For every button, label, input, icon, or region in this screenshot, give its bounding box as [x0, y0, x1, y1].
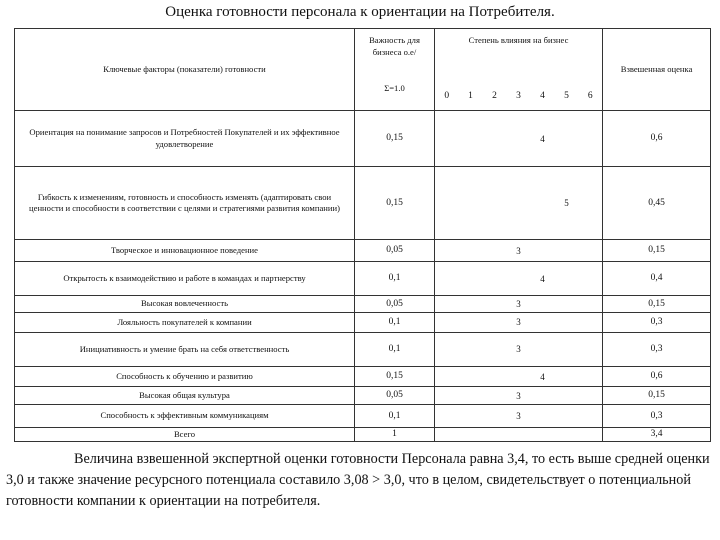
table-body — [15, 111, 711, 428]
total-score-empty — [435, 428, 603, 442]
influence-empty-cell — [555, 366, 579, 386]
table-row — [15, 405, 711, 428]
influence-empty-cell — [459, 387, 483, 405]
influence-empty-cell — [483, 312, 507, 332]
weighted-score-cell: 0,3 — [603, 312, 711, 332]
influence-empty-cell — [435, 333, 459, 367]
influence-score-cell: 4 — [531, 111, 555, 167]
table-row — [15, 111, 711, 167]
influence-empty-cell — [483, 239, 507, 262]
header-grade: 5 — [555, 69, 579, 111]
influence-empty-cell — [579, 111, 603, 167]
weighted-score-cell: 0,6 — [603, 111, 711, 167]
influence-empty-cell — [459, 366, 483, 386]
influence-score-cell: 3 — [507, 296, 531, 312]
influence-empty-cell — [555, 405, 579, 428]
influence-empty-cell — [555, 296, 579, 312]
influence-empty-cell — [435, 387, 459, 405]
importance-cell: 0,15 — [355, 167, 435, 239]
influence-empty-cell — [483, 366, 507, 386]
influence-empty-cell — [531, 167, 555, 239]
total-weighted: 3,4 — [603, 428, 711, 442]
page-title: Оценка готовности персонала к ориентации на Потребителя. — [165, 4, 555, 20]
header-importance: Важность для бизнеса о.е/ — [355, 29, 435, 69]
weighted-score-cell: 0,45 — [603, 167, 711, 239]
influence-score-cell: 3 — [507, 239, 531, 262]
influence-empty-cell — [555, 262, 579, 296]
conclusion-text: Величина взвешенной экспертной оценки готовности Персонала равна 3,4, то есть выше средней оценки 3,0 и также значение ресурсного потенциала составило 3,08 > 3,0, что в целом, свидетельствует о потенциальной готовности компании к ориентации на потребителя. — [6, 451, 710, 509]
influence-score-cell: 3 — [507, 312, 531, 332]
header-grade: 0 — [435, 69, 459, 111]
influence-score-cell: 5 — [555, 167, 579, 239]
weighted-score-cell: 0,15 — [603, 387, 711, 405]
influence-empty-cell — [555, 387, 579, 405]
table-row — [15, 262, 711, 296]
influence-empty-cell — [507, 262, 531, 296]
influence-empty-cell — [435, 262, 459, 296]
table-row — [15, 296, 711, 312]
readiness-table — [14, 28, 711, 442]
influence-empty-cell — [579, 387, 603, 405]
header-influence: Степень влияния на бизнес — [435, 29, 603, 69]
factor-cell: Инициативность и умение брать на себя ответственность — [15, 333, 355, 367]
influence-empty-cell — [507, 167, 531, 239]
header-weighted: Взвешенная оценка — [603, 29, 711, 111]
table-row — [15, 167, 711, 239]
influence-empty-cell — [435, 296, 459, 312]
table-header-row — [15, 29, 711, 69]
influence-empty-cell — [435, 239, 459, 262]
importance-cell: 0,1 — [355, 405, 435, 428]
influence-score-cell: 4 — [531, 366, 555, 386]
factor-cell: Лояльность покупателей к компании — [15, 312, 355, 332]
conclusion-paragraph — [6, 449, 712, 512]
header-grade: 2 — [483, 69, 507, 111]
influence-empty-cell — [531, 239, 555, 262]
table-row — [15, 387, 711, 405]
header-grade: 1 — [459, 69, 483, 111]
influence-empty-cell — [579, 167, 603, 239]
importance-cell: 0,15 — [355, 366, 435, 386]
influence-empty-cell — [459, 312, 483, 332]
influence-empty-cell — [459, 239, 483, 262]
influence-empty-cell — [435, 405, 459, 428]
influence-empty-cell — [483, 167, 507, 239]
influence-empty-cell — [483, 262, 507, 296]
table-row — [15, 366, 711, 386]
influence-empty-cell — [459, 111, 483, 167]
header-grade: 4 — [531, 69, 555, 111]
table-row — [15, 239, 711, 262]
influence-empty-cell — [507, 366, 531, 386]
influence-empty-cell — [579, 296, 603, 312]
influence-empty-cell — [579, 262, 603, 296]
influence-empty-cell — [459, 167, 483, 239]
factor-cell: Способность к эффективным коммуникациям — [15, 405, 355, 428]
influence-score-cell: 3 — [507, 333, 531, 367]
influence-empty-cell — [435, 167, 459, 239]
influence-empty-cell — [459, 262, 483, 296]
influence-empty-cell — [435, 111, 459, 167]
header-factors: Ключевые факторы (показатели) готовности — [15, 29, 355, 111]
influence-empty-cell — [555, 333, 579, 367]
importance-cell: 0,05 — [355, 387, 435, 405]
importance-cell: 0,05 — [355, 239, 435, 262]
importance-cell: 0,1 — [355, 333, 435, 367]
influence-empty-cell — [435, 366, 459, 386]
influence-empty-cell — [459, 405, 483, 428]
influence-empty-cell — [531, 312, 555, 332]
influence-score-cell: 3 — [507, 387, 531, 405]
influence-empty-cell — [579, 312, 603, 332]
weighted-score-cell: 0,15 — [603, 296, 711, 312]
influence-empty-cell — [579, 405, 603, 428]
influence-empty-cell — [483, 111, 507, 167]
factor-cell: Открытость к взаимодействию и работе в командах и партнерству — [15, 262, 355, 296]
influence-score-cell: 4 — [531, 262, 555, 296]
influence-empty-cell — [531, 296, 555, 312]
total-label: Всего — [15, 428, 355, 442]
factor-cell: Творческое и инновационное поведение — [15, 239, 355, 262]
influence-empty-cell — [435, 312, 459, 332]
influence-empty-cell — [483, 333, 507, 367]
table-row — [15, 312, 711, 332]
influence-score-cell: 3 — [507, 405, 531, 428]
factor-cell: Способность к обучению и развитию — [15, 366, 355, 386]
factor-cell: Гибкость к изменениям, готовность и способность изменять (адаптировать свои ценности и способности в соответствии с целями и стратегиями развития компании) — [15, 167, 355, 239]
influence-empty-cell — [483, 296, 507, 312]
influence-empty-cell — [531, 333, 555, 367]
weighted-score-cell: 0,4 — [603, 262, 711, 296]
influence-empty-cell — [579, 333, 603, 367]
weighted-score-cell: 0,15 — [603, 239, 711, 262]
influence-empty-cell — [531, 387, 555, 405]
table-row — [15, 333, 711, 367]
influence-empty-cell — [579, 366, 603, 386]
influence-empty-cell — [555, 312, 579, 332]
factor-cell: Ориентация на понимание запросов и Потребностей Покупателей и их эффективное удовлетворение — [15, 111, 355, 167]
header-grade: 3 — [507, 69, 531, 111]
influence-empty-cell — [483, 387, 507, 405]
importance-cell: 0,1 — [355, 312, 435, 332]
importance-cell: 0,15 — [355, 111, 435, 167]
total-weight: 1 — [355, 428, 435, 442]
influence-empty-cell — [483, 405, 507, 428]
factor-cell: Высокая вовлеченность — [15, 296, 355, 312]
total-row — [15, 428, 711, 442]
importance-cell: 0,1 — [355, 262, 435, 296]
factor-cell: Высокая общая культура — [15, 387, 355, 405]
influence-empty-cell — [579, 239, 603, 262]
header-importance-sum: Σ=1.0 — [355, 69, 435, 111]
influence-empty-cell — [555, 111, 579, 167]
weighted-score-cell: 0,3 — [603, 333, 711, 367]
influence-empty-cell — [555, 239, 579, 262]
weighted-score-cell: 0,3 — [603, 405, 711, 428]
weighted-score-cell: 0,6 — [603, 366, 711, 386]
influence-empty-cell — [459, 296, 483, 312]
influence-empty-cell — [459, 333, 483, 367]
header-grade: 6 — [579, 69, 603, 111]
readiness-table-container — [14, 28, 710, 442]
influence-empty-cell — [531, 405, 555, 428]
importance-cell: 0,05 — [355, 296, 435, 312]
influence-empty-cell — [507, 111, 531, 167]
